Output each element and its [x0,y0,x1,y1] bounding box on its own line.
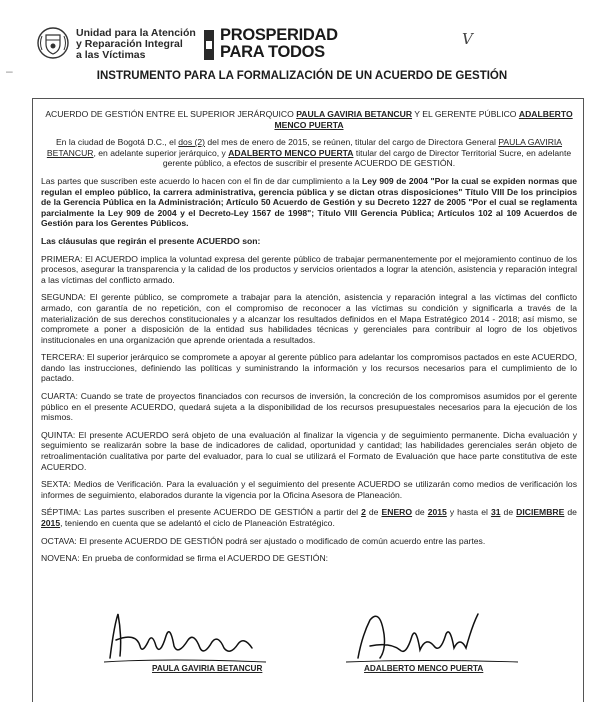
p1-text-3: , en adelante superior jerárquico, y [93,147,229,158]
clause-primera: PRIMERA: El ACUERDO implica la voluntad expresa del gerente público de trabajar permanentemente por el mejoramiento continuo de los procesos, asegurar la transparencia y la calidad de los productos y servicios orientados a lograr la atención, asistencia y reparación integral a las víctimas del conflicto armado. [41,253,577,285]
septima-end-year: 2015 [41,518,61,528]
clause-segunda: SEGUNDA: El gerente público, se compromete a trabajar para la atención, asistencia y reparación integral a las víctimas del conflicto armado, con garantía de no repetición, con el compromiso de reconocer a las víctimas su condición y significarla a través de la materialización de sus derechos constitucionales y a alcanzar los resultados definidos en el Mapa Estratégico 2014 - 2018; así mismo, se compromete a poner a disposición de la entidad sus habilidades técnicas y gerenciales para contribuir al logro de los objetivos institucionales en una organización que aprende orientada a resultados. [41,292,577,345]
p1-text-2: del mes de enero de 2015, se reúnen, titular del cargo de Directora General [205,137,499,148]
p1-gerente-name: ADALBERTO MENCO PUERTA [228,147,354,158]
septima-text-7: , teniendo en cuenta que se adelantó el ciclo de Planeación Estratégico. [60,518,335,528]
septima-text-3: de [412,507,428,518]
septima-text-4: y hasta el [446,507,491,518]
signature-gerente [340,606,520,672]
unidad-victimas-logo-text [76,28,196,61]
coat-of-arms-icon [36,26,70,60]
clause-cuarta: CUARTA: Cuando se trate de proyectos financiados con recursos de inversión, la concreción de los compromisos asumidos por el gerente público en el presente ACUERDO, quedará sujeta a la disponibilidad de los recursos presupuestales necesarios para la ejecución de los mismos. [41,391,577,423]
septima-end-day: 31 [490,507,501,518]
p1-superior-name: PAULA GAVIRIA BETANCUR [46,137,563,158]
signature-gerente-name: ADALBERTO MENCO PUERTA [364,664,484,673]
septima-start-year: 2015 [427,507,447,518]
septima-text-5: de [500,507,517,518]
meeting-paragraph [41,137,577,169]
prosperidad-logo-text [220,27,338,61]
clauses-heading: Las cláusulas que regirán el presente ACUERDO son: [41,235,261,246]
septima-text-2: de [365,507,382,518]
unidad-line-1: Unidad para la Atención [76,27,196,39]
clause-tercera: TERCERA: El superior jerárquico se compromete a apoyar al gerente público para adelantar los compromisos pactados en este ACUERDO, dando las instrucciones, definiendo las políticas y suministrando la información y los recursos necesarios para el cumplimiento de lo pactado. [41,352,577,384]
p1-text-4: titular del cargo de Director Territorial Sucre, en adelante gerente público, a efectos de suscribir el presente ACUERDO DE GESTIÓN. [162,147,572,169]
document-title: INSTRUMENTO PARA LA FORMALIZACIÓN DE UN ACUERDO DE GESTIÓN [96,70,508,82]
signature-gerente-handwriting-icon [340,606,520,666]
clause-octava: OCTAVA: El presente ACUERDO DE GESTIÓN podrá ser ajustado o modificado de común acuerdo entre las partes. [41,535,486,546]
p1-date: dos (2) [178,137,206,148]
letterhead [36,26,456,66]
unidad-line-2: y Reparación Integral [76,38,183,50]
p1-text-1: En la ciudad de Bogotá D.C., el [55,137,179,148]
legal-basis-paragraph [41,176,577,229]
septima-start-day: 2 [361,507,366,518]
prosperidad-line-1: PROSPERIDAD [220,26,338,44]
p2-text-2: Ley 909 de 2004 "Por la cual se expiden normas que regulan el empleo público, la carrera administrativa, gerencia pública y se dictan otras disposiciones" Título VIII De los principios de la Gerencia Pública en la Administración; Artículo 50 Acuerdo de Gestión y su Decreto 1227 de 2005 "Por el cual se reglamenta parcialmente la Ley 909 de 2004 y el Decreto-Ley 1567 de 1998"; Título VIII Gerencia Pública; Artículos 102 al 109 Acuerdos de Gestión para los Gerentes Públicos. [41,175,577,229]
agreement-intro [41,109,577,130]
intro-superior-name: PAULA GAVIRIA BETANCUR [296,109,413,119]
septima-text-1: SÉPTIMA: Las partes suscriben el presente ACUERDO DE GESTIÓN a partir del [41,507,362,518]
signature-superior-name: PAULA GAVIRIA BETANCUR [152,664,263,673]
clause-novena: NOVENA: En prueba de conformidad se firma el ACUERDO DE GESTIÓN: [41,553,329,564]
septima-end-month: DICIEMBRE [516,507,565,518]
signature-superior [96,606,276,672]
intro-text-2: Y EL GERENTE PÚBLICO [412,109,519,119]
intro-text-1: ACUERDO DE GESTIÓN ENTRE EL SUPERIOR JERÁRQUICO [45,109,297,119]
clause-quinta: QUINTA: El presente ACUERDO será objeto de una evaluación al finalizar la vigencia y de seguimiento permanente. Dicha evaluación y seguimiento se realizarán sobre la base de indicadores de calidad, oportunidad y cantidad; las habilidades gerenciales serán objeto de retroalimentación cualitativa por parte del evaluador, para lo cual se utilizará el Formato de Evaluación que hace parte constitutiva de este ACUERDO. [41,429,577,472]
clause-sexta: SEXTA: Medios de Verificación. Para la evaluación y el seguimiento del presente ACUERDO se utilizarán como medios de verificación los informes de seguimiento, elaborados durante la vigencia por la Oficina Asesora de Planeación. [41,479,577,500]
p2-text-1: Las partes que suscriben este acuerdo lo hacen con el fin de dar cumplimiento a la [41,175,362,186]
handwritten-check-mark: V [462,30,473,48]
septima-text-6: de [564,507,577,518]
clause-septima [41,507,577,528]
prosperidad-line-2: PARA TODOS [220,43,325,61]
scan-edge-mark: – [6,64,13,78]
signature-superior-handwriting-icon [96,606,276,666]
prosperidad-logo-icon [204,30,214,60]
unidad-line-3: a las Víctimas [76,49,146,61]
intro-gerente-name: ADALBERTO MENCO PUERTA [274,109,573,130]
septima-start-month: ENERO [381,507,413,518]
